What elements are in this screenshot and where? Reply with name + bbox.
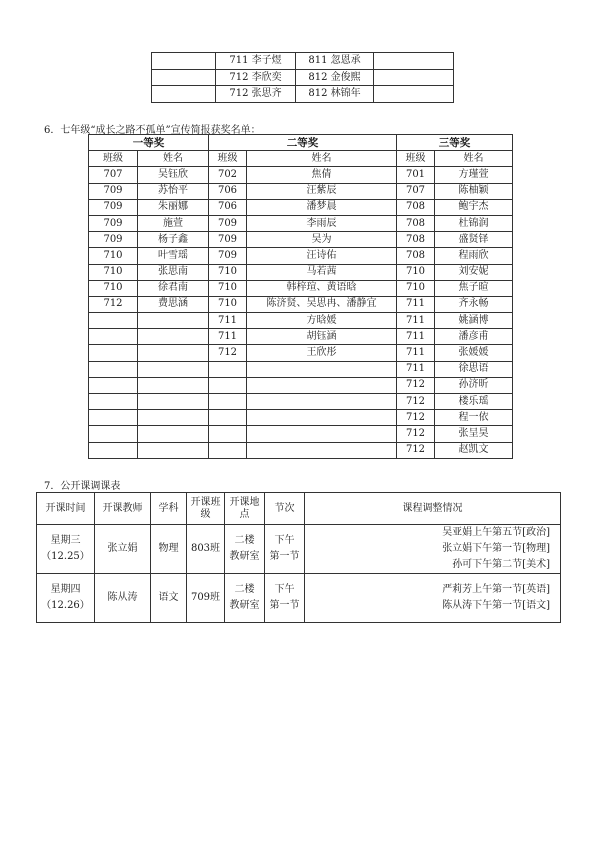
adjust-cell-line: 吴亚娟上午第五节[政治] bbox=[442, 527, 550, 538]
teacher-cell: 陈从涛 bbox=[95, 574, 151, 623]
class-cell: 710 bbox=[209, 296, 247, 312]
table-row bbox=[37, 525, 561, 574]
award-column-header-row bbox=[89, 151, 513, 167]
class-cell: 711 bbox=[397, 313, 435, 329]
column-header: 节次 bbox=[265, 493, 305, 525]
table-row bbox=[89, 296, 513, 312]
class-cell: 708 bbox=[397, 199, 435, 215]
top-class-table bbox=[151, 52, 454, 103]
table-row bbox=[89, 248, 513, 264]
class-cell: 709 bbox=[209, 232, 247, 248]
class-cell: 709 bbox=[89, 215, 138, 231]
name-cell: 齐永畅 bbox=[435, 296, 513, 312]
class-cell: 712 bbox=[397, 394, 435, 410]
class-cell: 709 bbox=[89, 199, 138, 215]
class-cell bbox=[89, 394, 138, 410]
table-row bbox=[89, 329, 513, 345]
name-cell bbox=[138, 329, 209, 345]
class-cell bbox=[89, 377, 138, 393]
name-cell: 程一依 bbox=[435, 410, 513, 426]
table-row bbox=[152, 53, 454, 70]
class-cell: 712 bbox=[397, 377, 435, 393]
name-cell: 王欣彤 bbox=[247, 345, 397, 361]
table-row bbox=[152, 86, 454, 103]
name-cell: 韩梓瑄、黄语晗 bbox=[247, 280, 397, 296]
adjust-cell bbox=[305, 525, 561, 574]
class-cell: 708 bbox=[397, 232, 435, 248]
column-header: 姓名 bbox=[247, 151, 397, 167]
adjust-cell-line: 陈从涛下午第一节[语文] bbox=[442, 600, 550, 611]
name-cell bbox=[247, 410, 397, 426]
name-cell: 徐思语 bbox=[435, 361, 513, 377]
table-cell: 812 林锦年 bbox=[296, 86, 374, 103]
subject-cell: 物理 bbox=[151, 525, 187, 574]
table-row bbox=[89, 442, 513, 458]
section-7-title: 7．公开课调课表 bbox=[44, 481, 121, 492]
period-cell-line: 下午 bbox=[274, 584, 295, 595]
class-cell bbox=[89, 426, 138, 442]
third-prize-header: 三等奖 bbox=[397, 135, 513, 151]
period-cell-line: 第一节 bbox=[269, 551, 300, 562]
class-cell: 708 bbox=[397, 215, 435, 231]
class-cell: 711 bbox=[209, 329, 247, 345]
class-cell: 711 bbox=[397, 361, 435, 377]
table-row bbox=[89, 183, 513, 199]
time-cell-line: （12.26） bbox=[41, 600, 90, 611]
table-row bbox=[89, 394, 513, 410]
name-cell: 叶雪瑶 bbox=[138, 248, 209, 264]
name-cell: 陈柚颖 bbox=[435, 183, 513, 199]
adjust-cell-line: 严莉芳上午第一节[英语] bbox=[442, 584, 550, 595]
class-cell bbox=[209, 442, 247, 458]
name-cell bbox=[138, 345, 209, 361]
award-group-row bbox=[89, 135, 513, 151]
time-cell-line: 星期四 bbox=[50, 584, 81, 595]
schedule-table bbox=[36, 492, 561, 623]
class-cell: 710 bbox=[397, 264, 435, 280]
class-cell bbox=[209, 426, 247, 442]
column-header: 开课地点 bbox=[225, 493, 265, 525]
column-header: 开课班级 bbox=[187, 493, 225, 525]
class-cell: 712 bbox=[397, 426, 435, 442]
class-cell: 707 bbox=[397, 183, 435, 199]
name-cell bbox=[247, 361, 397, 377]
first-prize-header: 一等奖 bbox=[89, 135, 209, 151]
class-cell bbox=[89, 410, 138, 426]
column-header: 学科 bbox=[151, 493, 187, 525]
name-cell: 刘安妮 bbox=[435, 264, 513, 280]
table-row bbox=[152, 69, 454, 86]
award-list-table bbox=[88, 134, 513, 459]
name-cell: 汪紫辰 bbox=[247, 183, 397, 199]
place-cell bbox=[225, 525, 265, 574]
period-cell-line: 第一节 bbox=[269, 600, 300, 611]
class-cell: 711 bbox=[397, 296, 435, 312]
name-cell: 潘梦晨 bbox=[247, 199, 397, 215]
class-cell bbox=[209, 394, 247, 410]
class-cell: 712 bbox=[397, 410, 435, 426]
class-cell bbox=[89, 313, 138, 329]
class-cell bbox=[89, 361, 138, 377]
schedule-header-row bbox=[37, 493, 561, 525]
table-row bbox=[89, 377, 513, 393]
class-cell: 702 bbox=[209, 167, 247, 183]
class-cell: 711 bbox=[397, 329, 435, 345]
class-cell: 709 bbox=[209, 248, 247, 264]
name-cell: 胡钰涵 bbox=[247, 329, 397, 345]
name-cell: 张呈昊 bbox=[435, 426, 513, 442]
section-6-title: 6．七年级“成长之路不孤单”宣传简报获奖名单： bbox=[44, 125, 261, 136]
table-row bbox=[89, 264, 513, 280]
name-cell: 楼乐瑶 bbox=[435, 394, 513, 410]
table-row bbox=[89, 199, 513, 215]
name-cell: 张思南 bbox=[138, 264, 209, 280]
place-cell-line: 教研室 bbox=[229, 600, 260, 611]
table-row bbox=[89, 361, 513, 377]
class-cell: 710 bbox=[209, 280, 247, 296]
adjust-cell-line: 孙可下午第二节[美术] bbox=[452, 559, 550, 570]
name-cell: 苏怡平 bbox=[138, 183, 209, 199]
name-cell: 程雨欣 bbox=[435, 248, 513, 264]
class-cell: 711 bbox=[397, 345, 435, 361]
name-cell: 张媛媛 bbox=[435, 345, 513, 361]
table-row bbox=[89, 313, 513, 329]
column-header: 课程调整情况 bbox=[305, 493, 561, 525]
table-row bbox=[89, 232, 513, 248]
class-cell: 706 bbox=[209, 199, 247, 215]
class-cell: 710 bbox=[397, 280, 435, 296]
subject-cell: 语文 bbox=[151, 574, 187, 623]
place-cell-line: 教研室 bbox=[229, 551, 260, 562]
table-row bbox=[89, 167, 513, 183]
class-cell: 709班 bbox=[187, 574, 225, 623]
class-cell: 712 bbox=[397, 442, 435, 458]
table-cell: 712 李欣奕 bbox=[216, 69, 296, 86]
period-cell-line: 下午 bbox=[274, 535, 295, 546]
table-row bbox=[89, 215, 513, 231]
place-cell-line: 二楼 bbox=[234, 584, 255, 595]
name-cell: 焦倩 bbox=[247, 167, 397, 183]
name-cell: 费思涵 bbox=[138, 296, 209, 312]
table-row bbox=[89, 280, 513, 296]
name-cell: 姚涵博 bbox=[435, 313, 513, 329]
column-header: 姓名 bbox=[435, 151, 513, 167]
name-cell: 孙济昕 bbox=[435, 377, 513, 393]
name-cell bbox=[138, 313, 209, 329]
class-cell: 712 bbox=[209, 345, 247, 361]
class-cell: 711 bbox=[209, 313, 247, 329]
time-cell bbox=[37, 525, 95, 574]
table-cell bbox=[374, 86, 454, 103]
class-cell: 701 bbox=[397, 167, 435, 183]
class-cell: 709 bbox=[89, 232, 138, 248]
name-cell: 马若茜 bbox=[247, 264, 397, 280]
name-cell bbox=[138, 442, 209, 458]
name-cell bbox=[247, 394, 397, 410]
name-cell bbox=[138, 377, 209, 393]
class-cell: 710 bbox=[89, 280, 138, 296]
name-cell: 徐君南 bbox=[138, 280, 209, 296]
class-cell bbox=[209, 377, 247, 393]
column-header: 班级 bbox=[397, 151, 435, 167]
name-cell: 汪诗佑 bbox=[247, 248, 397, 264]
name-cell: 陈济贤、吴思冉、潘静宜 bbox=[247, 296, 397, 312]
period-cell bbox=[265, 525, 305, 574]
name-cell: 赵凯文 bbox=[435, 442, 513, 458]
name-cell bbox=[247, 377, 397, 393]
table-cell: 712 张思齐 bbox=[216, 86, 296, 103]
adjust-cell bbox=[305, 574, 561, 623]
name-cell: 鲍宇杰 bbox=[435, 199, 513, 215]
name-cell: 施萱 bbox=[138, 215, 209, 231]
name-cell bbox=[138, 410, 209, 426]
column-header: 开课教师 bbox=[95, 493, 151, 525]
class-cell: 710 bbox=[209, 264, 247, 280]
class-cell: 709 bbox=[89, 183, 138, 199]
table-cell bbox=[152, 69, 216, 86]
name-cell bbox=[138, 394, 209, 410]
time-cell bbox=[37, 574, 95, 623]
place-cell bbox=[225, 574, 265, 623]
second-prize-header: 二等奖 bbox=[209, 135, 397, 151]
table-cell: 812 金俊熙 bbox=[296, 69, 374, 86]
name-cell bbox=[138, 426, 209, 442]
table-cell: 811 忽恩承 bbox=[296, 53, 374, 70]
table-cell bbox=[374, 69, 454, 86]
name-cell: 李雨辰 bbox=[247, 215, 397, 231]
name-cell bbox=[247, 426, 397, 442]
time-cell-line: （12.25） bbox=[41, 551, 90, 562]
table-row bbox=[89, 410, 513, 426]
table-cell: 711 李子煜 bbox=[216, 53, 296, 70]
class-cell: 707 bbox=[89, 167, 138, 183]
class-cell: 803班 bbox=[187, 525, 225, 574]
place-cell-line: 二楼 bbox=[234, 535, 255, 546]
class-cell: 710 bbox=[89, 264, 138, 280]
table-row bbox=[37, 574, 561, 623]
class-cell bbox=[209, 361, 247, 377]
class-cell bbox=[89, 329, 138, 345]
class-cell bbox=[89, 442, 138, 458]
name-cell: 杨子鑫 bbox=[138, 232, 209, 248]
name-cell: 吴钰欣 bbox=[138, 167, 209, 183]
period-cell bbox=[265, 574, 305, 623]
name-cell: 焦子暄 bbox=[435, 280, 513, 296]
table-row bbox=[89, 345, 513, 361]
class-cell: 706 bbox=[209, 183, 247, 199]
name-cell: 朱丽娜 bbox=[138, 199, 209, 215]
class-cell: 710 bbox=[89, 248, 138, 264]
name-cell: 吴为 bbox=[247, 232, 397, 248]
name-cell: 潘彦甫 bbox=[435, 329, 513, 345]
teacher-cell: 张立娟 bbox=[95, 525, 151, 574]
column-header: 班级 bbox=[209, 151, 247, 167]
time-cell-line: 星期三 bbox=[50, 535, 81, 546]
class-cell bbox=[209, 410, 247, 426]
class-cell bbox=[89, 345, 138, 361]
class-cell: 708 bbox=[397, 248, 435, 264]
class-cell: 712 bbox=[89, 296, 138, 312]
name-cell: 盛贤铎 bbox=[435, 232, 513, 248]
name-cell: 方瑾萱 bbox=[435, 167, 513, 183]
name-cell: 方晗媛 bbox=[247, 313, 397, 329]
name-cell bbox=[247, 442, 397, 458]
column-header: 开课时间 bbox=[37, 493, 95, 525]
class-cell: 709 bbox=[209, 215, 247, 231]
table-cell bbox=[374, 53, 454, 70]
table-row bbox=[89, 426, 513, 442]
table-cell bbox=[152, 53, 216, 70]
name-cell bbox=[138, 361, 209, 377]
column-header: 班级 bbox=[89, 151, 138, 167]
adjust-cell-line: 张立娟下午第一节[物理] bbox=[442, 543, 550, 554]
table-cell bbox=[152, 86, 216, 103]
name-cell: 杜锦润 bbox=[435, 215, 513, 231]
column-header: 姓名 bbox=[138, 151, 209, 167]
